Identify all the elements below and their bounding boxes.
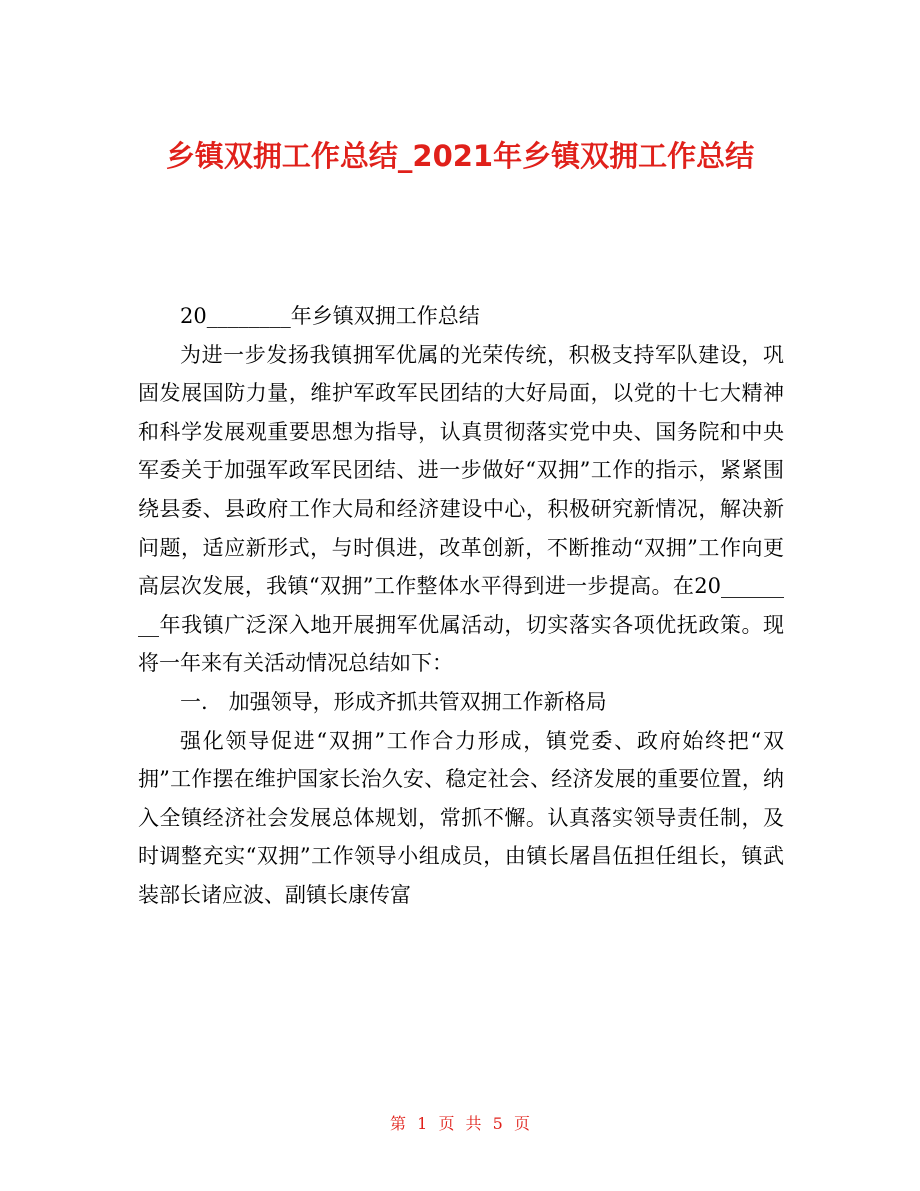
footer-current-page: 1 [417,1114,428,1133]
document-body [138,297,784,915]
paragraph-heading: 20________年乡镇双拥工作总结 [180,304,480,328]
footer-total-unit: 页 [513,1114,530,1133]
page-footer [0,1112,920,1136]
section-heading-1: 一. 加强领导，形成齐抓共管双拥工作新格局 [180,689,607,714]
footer-page-unit: 页 [438,1114,455,1133]
paragraph-intro: 为进一步发扬我镇拥军优属的光荣传统，积极支持军队建设，巩固发展国防力量，维护军政军民团结的大好局面，以党的十七大精神和科学发展观重要思想为指导，认真贯彻落实党中央、国务院和中央军委关于加强军政军民团结、进一步做好“双拥”工作的指示，紧紧围绕县委、县政府工作大局和经济建设中心，积极研究新情况，解决新问题，适应新形式，与时俱进，改革创新，不断推动“双拥”工作向更高层次发展，我镇“双拥”工作整体水平得到进一步提高。在20________年我镇广泛深入地开展拥军优属活动，切实落实各项优抚政策。现将一年来有关活动情况总结如下： [138,342,784,676]
footer-total-pages: 5 [492,1114,503,1133]
paragraph-section-1: 强化领导促进“双拥”工作合力形成，镇党委、政府始终把“双拥”工作摆在维护国家长治久安、稳定社会、经济发展的重要位置，纳入全镇经济社会发展总体规划，常抓不懈。认真落实领导责任制，及时调整充实“双拥”工作领导小组成员，由镇长屠昌伍担任组长，镇武装部长诸应波、副镇长康传富 [138,728,784,907]
footer-total-prefix: 共 [465,1114,482,1133]
document-title: 乡镇双拥工作总结_2021年乡镇双拥工作总结 [165,139,755,174]
footer-page-prefix: 第 [390,1114,407,1133]
